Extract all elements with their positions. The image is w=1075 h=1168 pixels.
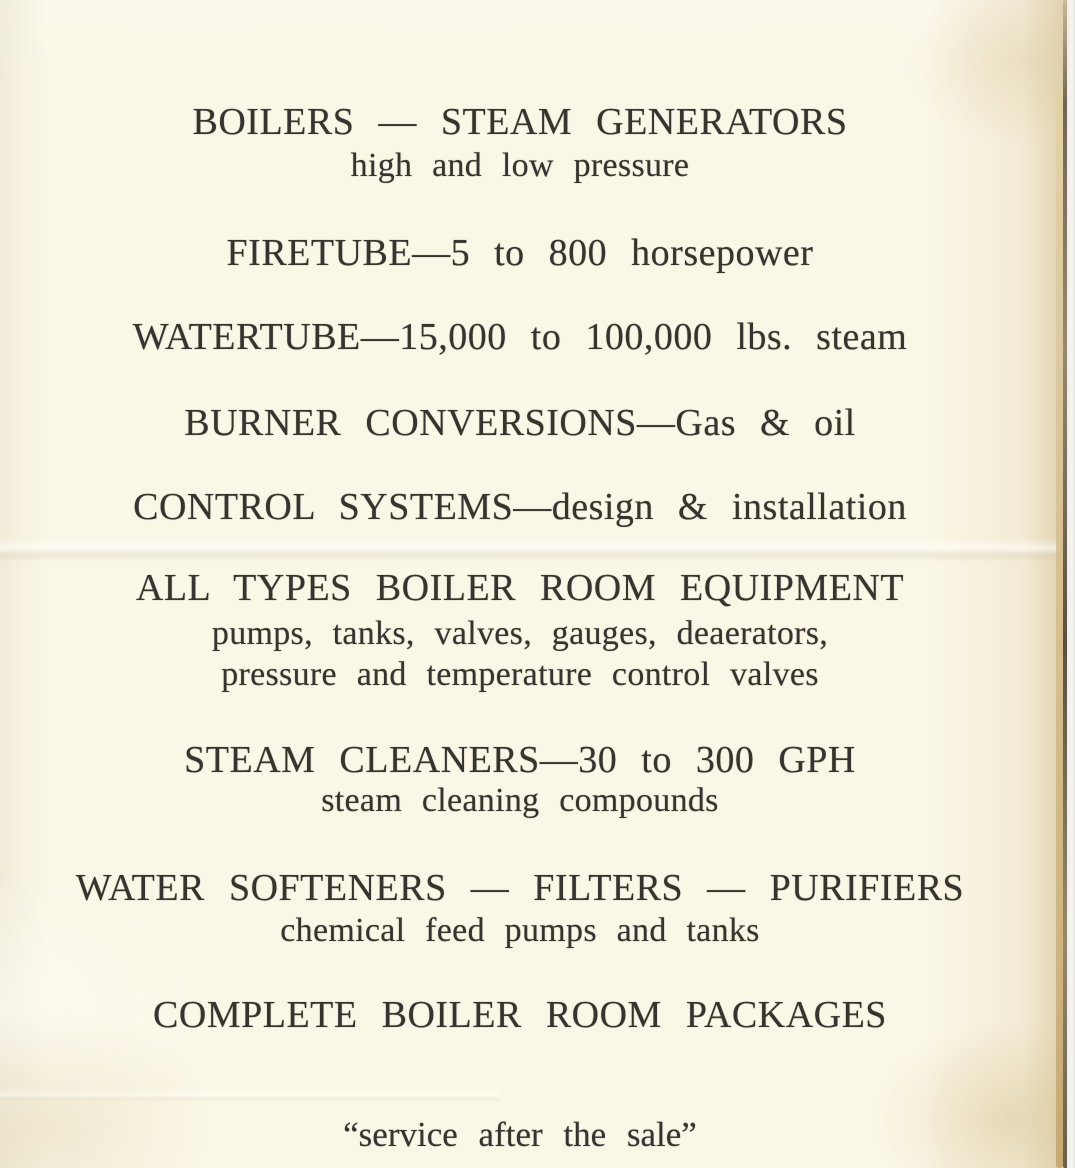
tagline: “service after the sale” [343, 1115, 697, 1154]
line-water-softeners-sub: chemical feed pumps and tanks [280, 912, 760, 949]
line-watertube: WATERTUBE—15,000 to 100,000 lbs. steam [132, 316, 908, 358]
corner-crease [0, 1088, 500, 1102]
line-equipment-sub-2: pressure and temperature control valves [221, 656, 819, 693]
line-complete-packages: COMPLETE BOILER ROOM PACKAGES [153, 994, 887, 1036]
line-water-softeners: WATER SOFTENERS — FILTERS — PURIFIERS [75, 867, 965, 909]
line-boilers-sub: high and low pressure [350, 147, 690, 184]
scanner-margin [1067, 0, 1075, 1168]
line-control-systems: CONTROL SYSTEMS—design & installation [133, 486, 907, 528]
line-firetube: FIRETUBE—5 to 800 horsepower [226, 232, 814, 274]
line-steam-cleaners-sub: steam cleaning compounds [321, 782, 719, 819]
fold-crease [0, 538, 1060, 562]
line-equipment-sub-1: pumps, tanks, valves, gauges, deaerators, [211, 615, 829, 652]
line-steam-cleaners: STEAM CLEANERS—30 to 300 GPH [184, 739, 856, 781]
line-burner-conversions: BURNER CONVERSIONS—Gas & oil [184, 402, 856, 444]
paper-right-edge [1056, 90, 1063, 1168]
line-equipment-title: ALL TYPES BOILER ROOM EQUIPMENT [135, 567, 905, 609]
line-boilers-title: BOILERS — STEAM GENERATORS [192, 101, 848, 143]
